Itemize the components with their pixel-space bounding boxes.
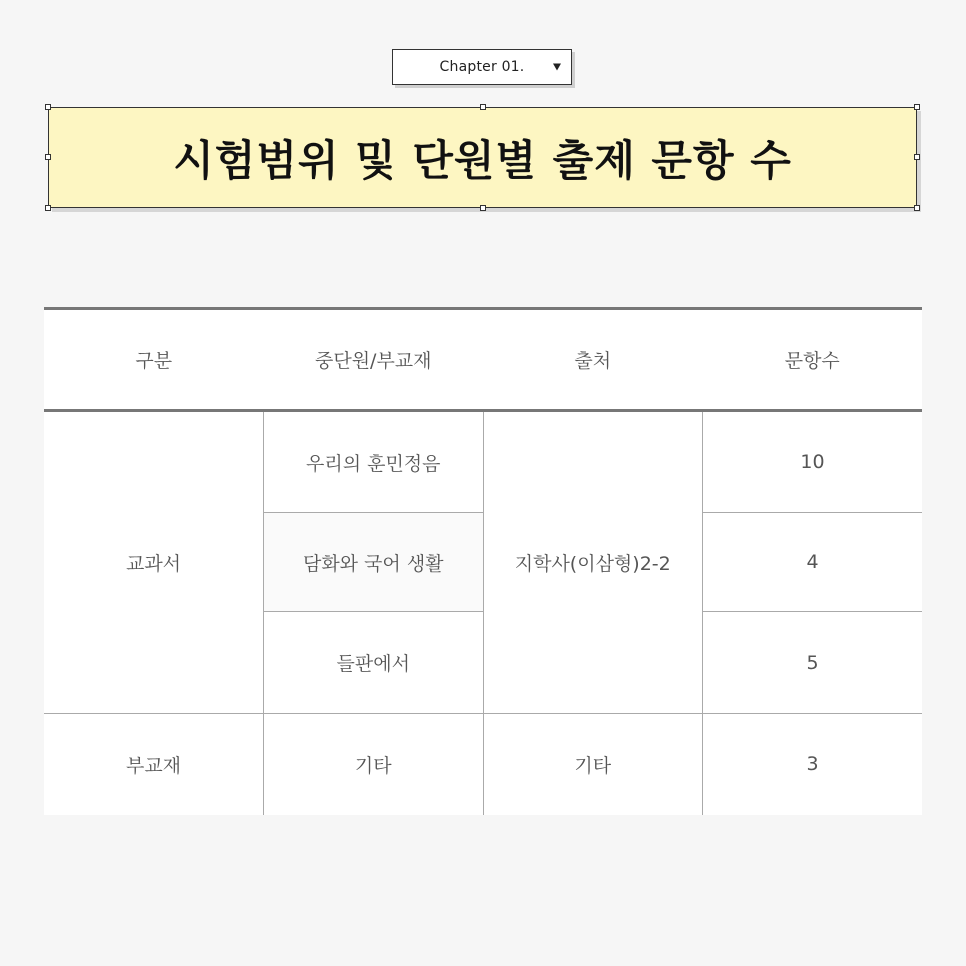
unit-cell: 담화와 국어 생활: [264, 513, 484, 612]
page-title: 시험범위 및 단원별 출제 문항 수: [173, 135, 792, 185]
header-category: 구분: [44, 309, 264, 411]
table-header-row: [44, 309, 922, 411]
header-count: 문항수: [703, 309, 923, 411]
resize-handle-top-right[interactable]: [914, 104, 920, 110]
resize-handle-bottom-right[interactable]: [914, 205, 920, 211]
exam-range-table: [44, 307, 922, 815]
table-row: [44, 411, 922, 513]
category-textbook: 교과서: [44, 411, 264, 714]
header-unit: 중단원/부교재: [264, 309, 484, 411]
source-supplement: 기타: [483, 714, 703, 815]
unit-cell: 우리의 훈민정음: [264, 411, 484, 513]
resize-handle-middle-right[interactable]: [914, 154, 920, 160]
unit-cell: 들판에서: [264, 612, 484, 714]
title-banner[interactable]: [48, 107, 917, 208]
resize-handle-top-center[interactable]: [480, 104, 486, 110]
chapter-dropdown[interactable]: [392, 49, 572, 85]
resize-handle-bottom-center[interactable]: [480, 205, 486, 211]
unit-cell: 기타: [264, 714, 484, 815]
count-cell: 10: [703, 411, 923, 513]
resize-handle-top-left[interactable]: [45, 104, 51, 110]
resize-handle-bottom-left[interactable]: [45, 205, 51, 211]
resize-handle-middle-left[interactable]: [45, 154, 51, 160]
table-row: [44, 714, 922, 815]
source-textbook: 지학사(이삼형)2-2: [483, 411, 703, 714]
count-cell: 4: [703, 513, 923, 612]
category-supplement: 부교재: [44, 714, 264, 815]
header-source: 출처: [483, 309, 703, 411]
count-cell: 5: [703, 612, 923, 714]
count-cell: 3: [703, 714, 923, 815]
chapter-dropdown-value: Chapter 01.: [439, 59, 525, 75]
chevron-down-icon: [553, 64, 561, 71]
